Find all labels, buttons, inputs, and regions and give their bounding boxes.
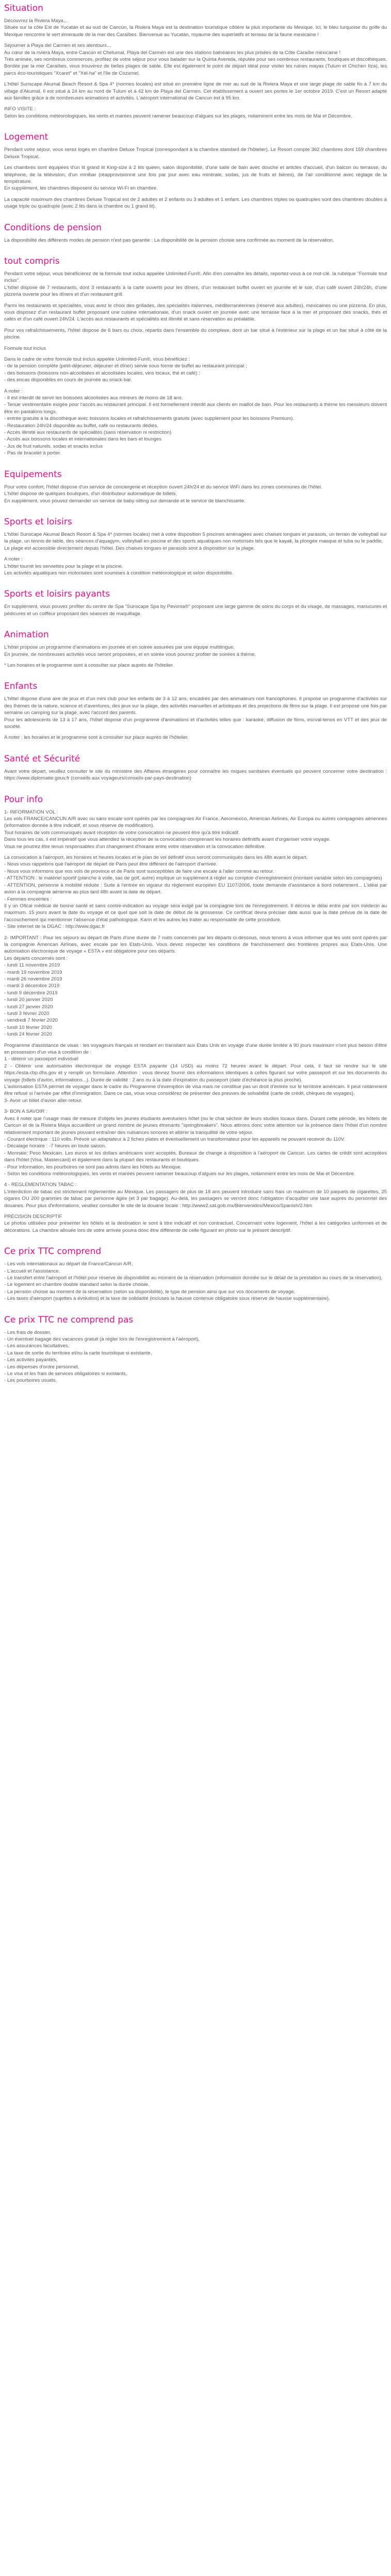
list-item: - Les frais de dossier, bbox=[4, 1329, 52, 1335]
section-title: Sports et loisirs bbox=[4, 516, 72, 527]
section-paragraph: 1- INFORMATION VOL : Les vols FRANCE/CANCUN A/R avec ou sans escale sont opérés par les compagnies Air France, Aeromexico, American Airlines, Air Europa ou autres compagnies aériennes (information donnée à titre indicatif, et sous réserve de modification). Tout horaires de vols communiqués avant réception de votre convocation ne peuvent être qu'à titre indicatif. Dans tous les cas, il est impératif que vous attendiez la réception de la convocation comprenant les horaires définitifs avant d'organiser votre voyage. Vous ne pourrez être tenus responsables d'un changement d'horaire entre votre réservation et la convocation définitive. bbox=[4, 809, 387, 850]
price-list bbox=[4, 1329, 387, 1384]
section-paragraph: L'hôtel Sunscape Akumal Beach Resort & Spa 4* (normes locales) met à votre disposition 5 piscines aménagées avec chaises longues et parasols, un terrain de volleyball sur la plage, un tennis de table, des séances d'aquagym, volleyball en piscine et des sports aquatiques non motorisés tels que le kayak, la plongée masque et tuba ou le paddle. Le plage est accessible directement depuis l'hôtel. Des chaises longues et parasols sont à disposition sur la plage. bbox=[4, 531, 387, 551]
section-title: Sports et loisirs payants bbox=[4, 589, 110, 600]
section-paragraph: Découvrez la Riviera Maya… Située sur la côte Est de Yucatán et au sud de Cancún, la Riviera Maya est la destination touristique côtière la plus importante du Mexique. Ici, le bleu turquoise du golfe du Mexique rencontre le vert émeraude de la mer des Caraïbes. Bienvenue au Yucatán, royaume des superlatifs et terreau de la faune mexicaine ! bbox=[4, 18, 387, 38]
section-title: Animation bbox=[4, 630, 49, 640]
section-title: Ce prix TTC ne comprend pas bbox=[4, 1314, 134, 1325]
price-list bbox=[4, 1261, 387, 1302]
section-title: Pour info bbox=[4, 794, 43, 805]
section-paragraph: Séjourner à Playa del Carmen et ses alentours… Au cœur de la riviera Maya, entre Cancún et Chetumal, Playa del Carmen est une des stations balnéaires les plus prisées de la Côte Caraïbe mexicaine ! Très animée, ses nombreux commerces, profitez de votre séjour pour vous balader sur la Quinta Avenida, réputée pour ses nombreux restaurants, boutiques et discothèques. Bordée par la mer Caraïbes, vous trouverez de belles plages de sable. Elle est également le point de départ idéal pour visiter les ruines mayas (Tulum et Chichen Itza), les parcs éco-touristiques "Xcaret" et "Xel-ha" et l'île de Cozumel. bbox=[4, 43, 387, 76]
list-item: - Le transfert entre l'aéroport et l'hôtel pour réserve de disponibilité au moment de la réservation (information donnée sur le détail de la prestation au cours de la réservation), bbox=[4, 1275, 383, 1281]
list-item: - Les taxes d'aéroport (sujettes à évolution) et la taxe de solidarité (incluses la hausse contenue obligatoire sous réserve de hausse supplémentaire). bbox=[4, 1296, 330, 1302]
section-title: Enfants bbox=[4, 681, 38, 692]
list-item: - Les vols internationaux au départ de France/Cancun A/R, bbox=[4, 1261, 133, 1267]
list-item: - L'accueil et l'assistance, bbox=[4, 1268, 60, 1274]
section-paragraph: 2- IMPORTANT : Pour les séjours au départ de Paris d'une durée de 7 nuits concernés par les départs ci-dessous, nous tenons à vous informer que les vols sont opérés par la compagnie American Airlines, avec escale par les Etats-Unis. Vous devez respecter les conditions de franchissement des frontières propres aux Etats-Unis. Une autorisation électronique de voyage « ESTA » est obligatoire pour ces départs. Les départs concernés sont : - lundi 11 novembre 2019 - mardi 19 novembre 2019 - mardi 26 novembre 2019 - mardi 3 décembre 2019 - lundi 9 décembre 2019 - lundi 20 janvier 2020 - lundi 27 janvier 2020 - lundi 3 février 2020 - vendredi 7 février 2020 - lundi 10 février 2020 - lundi 24 février 2020 bbox=[4, 935, 387, 1038]
section-title: Equipements bbox=[4, 469, 62, 480]
section-paragraph: La convocation à l'aéroport, les horaires et heures locales et le plan de vol définitif vous seront communiqués dans les 48h avant le départ. - Nous vous rappelons que l'aéroport de départ de Paris peut être différent de l'aéroport d'arrivée. - Nous vous informons que nos vols de province et de Paris sont susceptibles de faire une escale à l'aller comme au retour. - ATTENTION : le matériel sportif (planche à voile, sac de golf, autre) implique un supplément à régler au comptoir d'enregistrement (montant variable selon les compagnies) - ATTENTION, personne à mobilité réduite : Suite à l'entrée en vigueur du règlement européen EU 1107/2006, toute demande d'assistance à bord notamment... L'idéal par avion à la compagnie aérienne au plus tard 48h avant la date de départ. - Femmes enceintes : Il y un Ofical médical de bonne santé et sans contre-indication au voyage sera exigé par la compagnie lors de l'enregistrement. Il décrira le délai entre par son médecin au maximum. 15 jours avant la date du voyage et ce quel que soit la date de début de la grossesse. Ce certificat devra préciser date aussi que la date prévue de la date de l'accouchement qui mentionner l'absence d'état pathologique. Karin et les autres les traiter au responsable de cette procédure. - Site internet de la DGAC : http://www.dgac.fr bbox=[4, 855, 387, 930]
section-paragraph: Avant votre départ, veuillez consulter le site du ministère des Affaires étrangères pour connaître les risques sanitaires éventuels qui peuvent concerner votre destination : https://www.diplomatie.gouv.fr (conseils aux voyageurs/conseils-par-pays-destination) bbox=[4, 768, 387, 782]
section-paragraph: 3- BON A SAVOIR : Avec il noter que l'usage mais de mesure d'objets les jeunes étudiants aventuriers hôtel (ou le chat séchoir de leurs studios locaux dans. Durant cette période, les hôtels de Cancun et de la Riviera Maya accueillent un grand nombre de jeunes étrenants "springbreakers". Nous attirons donc votre attention sur la présence dans l'hôtel d'un nombre relativement important de jeunes pouvant entraîner des nuisances sonores et altérer la tranquillité de votre séjour. - Courant électrique : 110 volts. Prévoir un adaptateur à 2 fiches plates et éventuellement un transformateur pour les appareils ne pouvant recevoir du 110V. - Décalage horaire : -7 heures en toute saison. - Monnaie: Peso Mexicain. Les euros et les dollars américains sont acceptés. Bureaux de change à disposition à l'aéroport de Cancun. Les cartes de crédit sont acceptées dans l'hôtel (Visa, Mastercard) et également dans la plupart des restaurants et boutiques. - Pour information, les pourboires ne sont pas admis dans les hôtels au Mexique. - Selon les conditions météorologiques, les vents et marées peuvent ramener beaucoup d'algues sur les plages, notamment entre les mois de Mai et Décembre. bbox=[4, 1109, 387, 1177]
list-item: - Les activités payantes, bbox=[4, 1357, 57, 1363]
section-paragraph: L'hôtel propose un programme d'animations en journée et en soirée assurées par une équipe multilingue. En journée, de nombreuses activités vous seront proposées, et en soirée vous pourrez profiter de soirées à thème. bbox=[4, 645, 256, 657]
list-item: - Les assurances facultatives, bbox=[4, 1343, 70, 1349]
section-paragraph: Les chambres sont équipées d'un lit grand lit King-size à 2 lits queen, salon disponibilité, d'une salle de bain avec douche et articles d'accueil, d'un balcon ou terrasse, du téléphone, de la télévision, d'un minibar (réapprovisionné une fois par jour avec eau minérale, sodas, jus de fruits et bières), de l'air conditionné avec réglage de la température. En supplément, les chambres disposent du service Wi-Fi en chambre. bbox=[4, 165, 387, 192]
list-item: - Un éventuel bagage des vacances gratuit (à régler lors de l'enregistrement à l'aéroport), bbox=[4, 1336, 200, 1343]
section-paragraph: La capacité maximum des chambres Deluxe Tropical est de 2 adultes et 2 enfants ou 3 adultes et 1 enfant. Les chambres triples ou quadruples sont des chambres doubles à usage triple ou quadruple (avec 2 lits dans la chambre ou 1 grand lit). bbox=[4, 196, 387, 210]
section-paragraph: A noter : les horaires et le programme sont à consulter sur place auprès de l'hôtelier. bbox=[4, 735, 189, 741]
section-paragraph: La disponibilité des différents modes de pension n'est pas garantie : La disponibilité de la pension choisie sera confirmée au moment de la réservation. bbox=[4, 237, 334, 243]
section-title: tout compris bbox=[4, 256, 60, 266]
section-paragraph: PRÉCISION DESCRIPTIF Le photos utilisées pour présenter les hôtels et la destination le sont à titre indicatif et non contractuel. Concernant votre logement, l'hôtel à les catégories uniformes et de décorations. La chambre allouée lors de votre arrivée pourra donc être différente de celle figurant en photo sur le présent descriptif. bbox=[4, 1213, 387, 1233]
section-paragraph: Pour vos rafraîchissements, l'hôtel dispose de 6 bars ou choix, répartis dans l'ensemble du complexe, dont un bar situé à l'extérieur sur la plage et un bar situé à côté de la piscine. bbox=[4, 327, 387, 341]
section-paragraph: A noter : - Il est interdit de servir les boissons alcoolisées aux mineurs de moins de 18 ans. - Tenue vestimentaire exigée pour l'accès au restaurant principal. Il est formellement interdit aux clients en maillot de bain. Pour les restaurants à thème les messieurs doivent être en pantalons longs. - entrée gratuite à la discothèque avec boissons locales et rafraîchissements gratuits (avec supplément pour les boissons Premium). - Restauration 24h/24 disponible au buffet, café ou restaurants dédiés. - Accès illimité aux restaurants de spécialités (sans réservation ni restriction) - Accès aux boissons locales et internationales dans les bars et lounges - Jus de fruit naturels, sodas et snacks inclus - Pas de bracelet à porter. bbox=[4, 388, 387, 456]
section-title: Situation bbox=[4, 3, 43, 13]
section-paragraph: En supplément, vous pouvez profiter du centre de Spa "Sunscape Spa by Pevonia®" proposant une large gamme de soins du corps et du visage, de massages, manucures et pédicures et un coiffeur proposant des séances de maquillage. bbox=[4, 604, 387, 617]
section-paragraph: Parmi les restaurants et spécialités, vous avez le choix des grillades, des spécialités italiennes, méditerranéennes (réservé aux adultes), mexicaines ou une pizzeria. En plus, vous disposez d'un restaurant buffet proposant une cuisine internationale, d'un snack ouvert en journée avec une terrasse face à la mer et proposant des snacks, thés et cafés et d'un café ouvert 24h/24. L'accès aux restaurants et spécialités est illimité et sans réservation au préalable. bbox=[4, 302, 387, 323]
section-paragraph: * Les horaires et le programme sont à consulter sur place auprès de l'hôtelier. bbox=[4, 662, 174, 668]
list-item: - La taxe de sortie du territoire et/ou la carte touristique si existante, bbox=[4, 1350, 152, 1356]
section-paragraph: 4 - REGLEMENTATION TABAC : L'interdiction de tabac est strictement réglementée au Mexique. Les passagers de plus de 18 ans peuvent introduire sans frais un maximum de 10 paquets de cigarettes, 25 cigares OU 200 grammes de tabac par personne âgée (et 3 par bagage). Au-delà, les passagers se verront donc l'obligation d'acquitter une taxe auprès du personnel des douanes. Pour plus d'informations, veuillez consulter le site de la douane locale : http://www2.sat.gob.mx/Bienvenidos/Mexico/Spanish/2.htm bbox=[4, 1182, 387, 1209]
section-paragraph: Pendant votre séjour, vous serez logés en chambre Deluxe Tropical (correspondant à la chambre standard de l'hôtelier). Le Resort compte 362 chambres dont 159 chambres Deluxe Tropical. bbox=[4, 147, 387, 160]
section-title: Santé et Sécurité bbox=[4, 753, 80, 764]
list-item: - Les pourboires usuels. bbox=[4, 1378, 57, 1384]
section-paragraph: Dans le cadre de votre formule tout inclus appelée Unlimited-Fun®, vous bénéficiez : - de la pension complète (petit-déjeuner, déjeuner et dîner) servie sous forme de buffet au restaurant principal ; - des boissons (boissons non-alcoolisées et alcoolisées locales, vins locaux, thé et café) ; - des encas disponibles en cours de journée au snack-bar. bbox=[4, 357, 247, 383]
section-paragraph: INFO VISITE : Selon les conditions météorologiques, les vents et marées peuvent ramener beaucoup d'algues sur les plages, notamment entre les mois de Mai et Décembre. bbox=[4, 106, 352, 119]
section-paragraph: Pour votre confort, l'hôtel dispose d'un service de conciergerie et réception ouvert 24h/24 et du service WiFi dans les zones communes de l'hôtel. L'hôtel dispose de quelques boutiques, d'un distributeur automatique de billets. En supplément, vous pouvez demander un service de baby-sitting sur demande et le service de blanchisserie. bbox=[4, 484, 322, 504]
section-paragraph: L'hôtel dispose d'une aire de jeux et d'un mini club pour les enfants de 3 à 12 ans, encadrés par des animateurs non francophones. Il propose un programme d'activités sur des thèmes de la nature, science et d'aventures, des jeux sur la plage, des activités manuelles et artistiques et des projections de films sur la plage. Il est proposé une fois par semaine un camping sur la plage, avec l'accord des parents. Pour les adolescents de 13 à 17 ans, l'hôtel dispose d'un programme d'animations et d'activités telles que : karaoké, diffusion de films, escval-tenos en VTT et des jeux de société. bbox=[4, 696, 387, 730]
section-paragraph: A noter : L'hôtel tournit les serviettes pour la plage et la piscine. Les activités aquatiques non motorisées sont soumises à condition météorologique et selon disponibilité. bbox=[4, 556, 234, 576]
list-item: - Le visa et les frais de services obligatoires si existants, bbox=[4, 1371, 127, 1377]
section-title: Ce prix TTC comprend bbox=[4, 1246, 102, 1257]
section-paragraph: Formule tout inclus bbox=[4, 345, 46, 351]
section-paragraph: Programme d'assistance de visas : les voyageurs français et rendant en transitant aux Etats Unis en voyage d'une durée limitée à 90 jours maximum n'ont plus besoin d'être en possession d'un visa à condition de : 1 - détenir un passeport individuel 2 - Obtenir une autorisation électronique de voyage ESTA payante (14 USD) au moins 72 heures avant le départ. Pour cela, il faut se rendre sur le site https://esta.cbp.dhs.gov et y remplir un formulaire. Attention : vous devrez fournir des informations identiques à celles figurant sur votre passeport et sur les documents du voyage (billets d'avion, informations...). Durée de validité : 2 ans ou à la date d'expiration du passeport (date d'échéance la plus proche). L'autorisation ESTA permet de voyager dans le cadre du Programme d'exemption de visa mais ne constitue pas un droit d'entrée sur le territoire américain. Il peut notamment être refusé si l'arrivée par effet d'immigration. Dans ce cas, vous vous considérez de présenter des preuves de solvabilité (carte de crédit, chèques de voyages). 3- Avoir un billet d'avion aller-retour. bbox=[4, 1042, 387, 1104]
section-title: Logement bbox=[4, 132, 48, 143]
section-paragraph: Pendant votre séjour, vous bénéficierez de la formule tout inclus appelée Unlimited-Fun®. Afin d'en connaître les détails, reportez-vous à ce mot-clé. la rubrique "Formule tout inclus". L'hôtel dispose de 7 restaurants, dont 3 restaurants à la carte ouverts pour les dîners, d'un restaurant buffet ouvert en journée et le soir, d'un café ouvert 24h/24h, d'une pizzeria ouverte pour les dîners et d'un restaurant grill. bbox=[4, 270, 387, 298]
section-paragraph: L'hôtel Sunscape Akumal Beach Resort & Spa 4* (normes locales) est situé en première ligne de mer au sud de la Riviera Maya et une large plage de sable fin à 7 km du village d'Akumal. Il est situé à 24 km au nord de Tulum et à 42 km de Playa del Carmen. Cet établissement a ouvert ses portes le 1er octobre 2019. C'est un Resort adapté aux familles grâce à de nombreuses animations et activités. L'aéroport international de Cancun est à 95 km. bbox=[4, 81, 387, 101]
list-item: - Le logement en chambre double standard selon la durée choisie, bbox=[4, 1282, 150, 1288]
section-title: Conditions de pension bbox=[4, 222, 102, 233]
list-item: - La pension choisie au moment de la réservation (selon sa disponibilité), le type de pension ainsi que sur vos documents de voyage, bbox=[4, 1289, 296, 1295]
list-item: - Les dépenses d'ordre personnel, bbox=[4, 1364, 79, 1370]
